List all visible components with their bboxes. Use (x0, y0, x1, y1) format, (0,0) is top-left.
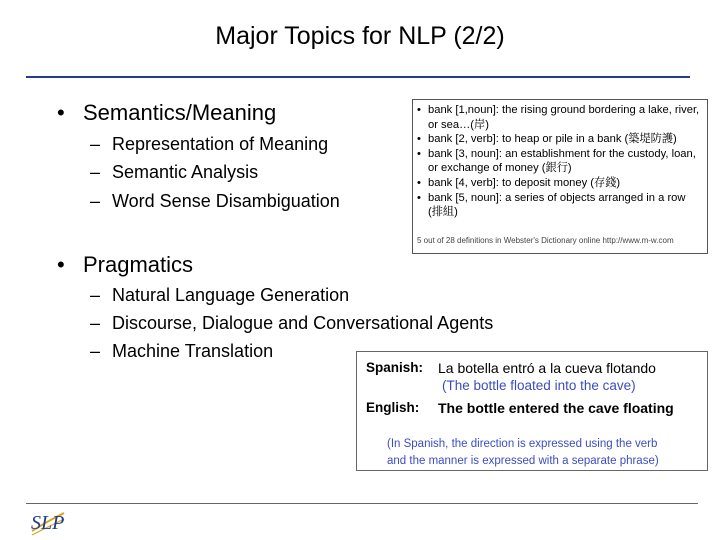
dash-glyph: – (90, 162, 101, 182)
translation-note-line: (In Spanish, the direction is expressed using the verb (387, 438, 658, 450)
sense-item (417, 132, 703, 147)
sense-bullet: • (417, 133, 421, 146)
sense-text: bank [3, noun]: an establishment for the custody, loan, or exchange of money (銀行) (428, 147, 696, 175)
sub-item-label: Representation of Meaning (112, 134, 329, 154)
sub-item-label: Discourse, Dialogue and Conversational Agents (112, 313, 494, 333)
senses-source-note: 5 out of 28 definitions in Webster's Dictionary online http://www.m-w.com (417, 236, 674, 246)
sense-text: bank [5, noun]: a series of objects arranged in a row (排組) (428, 191, 686, 219)
sense-bullet: • (417, 191, 421, 204)
sub-item (90, 134, 328, 155)
translation-note-line: and the manner is expressed with a separate phrase) (387, 455, 659, 467)
dash-glyph: – (90, 341, 101, 361)
sub-item-label: Word Sense Disambiguation (112, 191, 340, 211)
sense-item (417, 176, 703, 191)
footer-divider (26, 503, 698, 504)
sense-item (417, 147, 703, 176)
bullet-glyph: • (57, 100, 65, 125)
bullet-pragmatics (57, 252, 193, 278)
sub-item-label: Semantic Analysis (112, 162, 259, 182)
sense-item (417, 103, 703, 132)
bullet-label: Semantics/Meaning (83, 100, 277, 125)
sub-item (90, 162, 258, 183)
bullet-label: Pragmatics (83, 252, 194, 277)
dash-glyph: – (90, 134, 101, 154)
sub-item-label: Natural Language Generation (112, 285, 350, 305)
sub-item (90, 285, 349, 306)
sense-bullet: • (417, 104, 421, 116)
logo-text: SLP (31, 512, 65, 534)
sub-item (90, 191, 340, 212)
bank-senses-box (412, 99, 708, 254)
spanish-gloss: (The bottle floated into the cave) (442, 378, 636, 393)
english-sentence: The bottle entered the cave floating (438, 400, 674, 416)
sense-text: bank [1,noun]: the rising ground bordering a lake, river, or sea…(岸) (428, 104, 700, 131)
dash-glyph: – (90, 191, 101, 211)
spanish-sentence: La botella entró a la cueva flotando (438, 360, 656, 376)
sub-item-label: Machine Translation (112, 341, 274, 361)
translation-note (387, 436, 659, 470)
title-divider (26, 76, 690, 78)
dash-glyph: – (90, 285, 101, 305)
sub-item (90, 341, 273, 362)
bullet-semantics (57, 100, 276, 126)
sense-text: bank [4, verb]: to deposit money (存錢) (428, 176, 621, 189)
sense-bullet: • (417, 147, 421, 160)
dash-glyph: – (90, 313, 101, 333)
sense-text: bank [2, verb]: to heap or pile in a bank (築堤防護) (428, 133, 677, 146)
bullet-glyph: • (57, 252, 65, 277)
slp-logo-icon (28, 505, 68, 539)
sense-bullet: • (417, 176, 421, 189)
sense-item (417, 191, 703, 220)
spanish-label: Spanish: (366, 360, 424, 375)
translation-example-box (356, 351, 708, 471)
english-label: English: (366, 400, 420, 415)
slide-title: Major Topics for NLP (2/2) (215, 22, 505, 50)
sub-item (90, 313, 493, 334)
